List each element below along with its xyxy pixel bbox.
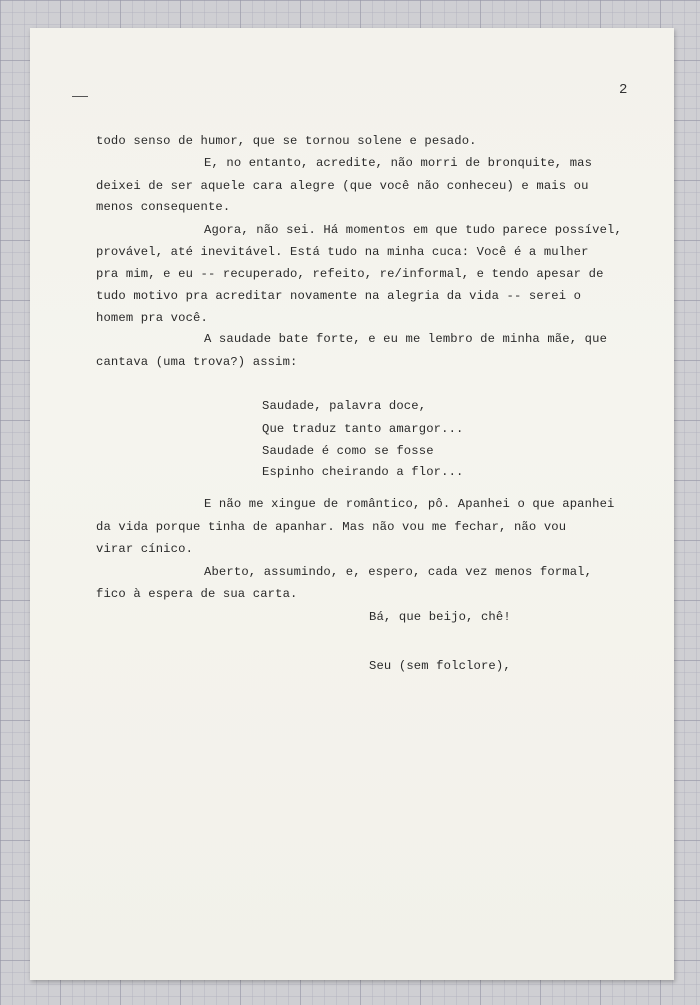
text-line: virar cínico. (96, 542, 194, 556)
page-number: 2 (619, 82, 628, 98)
text-line: tudo motivo pra acreditar novamente na alegria da vida -- serei o (96, 289, 582, 303)
closing-line: Bá, que beijo, chê! (369, 610, 511, 624)
signature-line: Seu (sem folclore), (369, 659, 511, 673)
verse-line: Saudade é como se fosse (262, 444, 434, 458)
typed-letter-page (30, 28, 674, 980)
verse-line: Saudade, palavra doce, (262, 399, 427, 413)
text-line: provável, até inevitável. Está tudo na minha cuca: Você é a mulher (96, 245, 589, 259)
dash-mark (72, 96, 88, 97)
text-line: deixei de ser aquele cara alegre (que você não conheceu) e mais ou (96, 179, 589, 193)
text-line: Agora, não sei. Há momentos em que tudo parece possível, (204, 223, 622, 237)
text-line: todo senso de humor, que se tornou solene e pesado. (96, 134, 477, 148)
text-line: da vida porque tinha de apanhar. Mas não vou me fechar, não vou (96, 520, 567, 534)
text-line: A saudade bate forte, e eu me lembro de minha mãe, que (204, 332, 608, 346)
text-line: cantava (uma trova?) assim: (96, 355, 298, 369)
text-line: pra mim, e eu -- recuperado, refeito, re/informal, e tendo apesar de (96, 267, 604, 281)
verse-line: Espinho cheirando a flor... (262, 465, 464, 479)
text-line: Aberto, assumindo, e, espero, cada vez menos formal, (204, 565, 593, 579)
text-line: menos consequente. (96, 200, 231, 214)
verse-line: Que traduz tanto amargor... (262, 422, 464, 436)
text-line: fico à espera de sua carta. (96, 587, 298, 601)
text-line: E não me xingue de romântico, pô. Apanhei o que apanhei (204, 497, 615, 511)
text-line: homem pra você. (96, 311, 208, 325)
text-line: E, no entanto, acredite, não morri de bronquite, mas (204, 156, 593, 170)
